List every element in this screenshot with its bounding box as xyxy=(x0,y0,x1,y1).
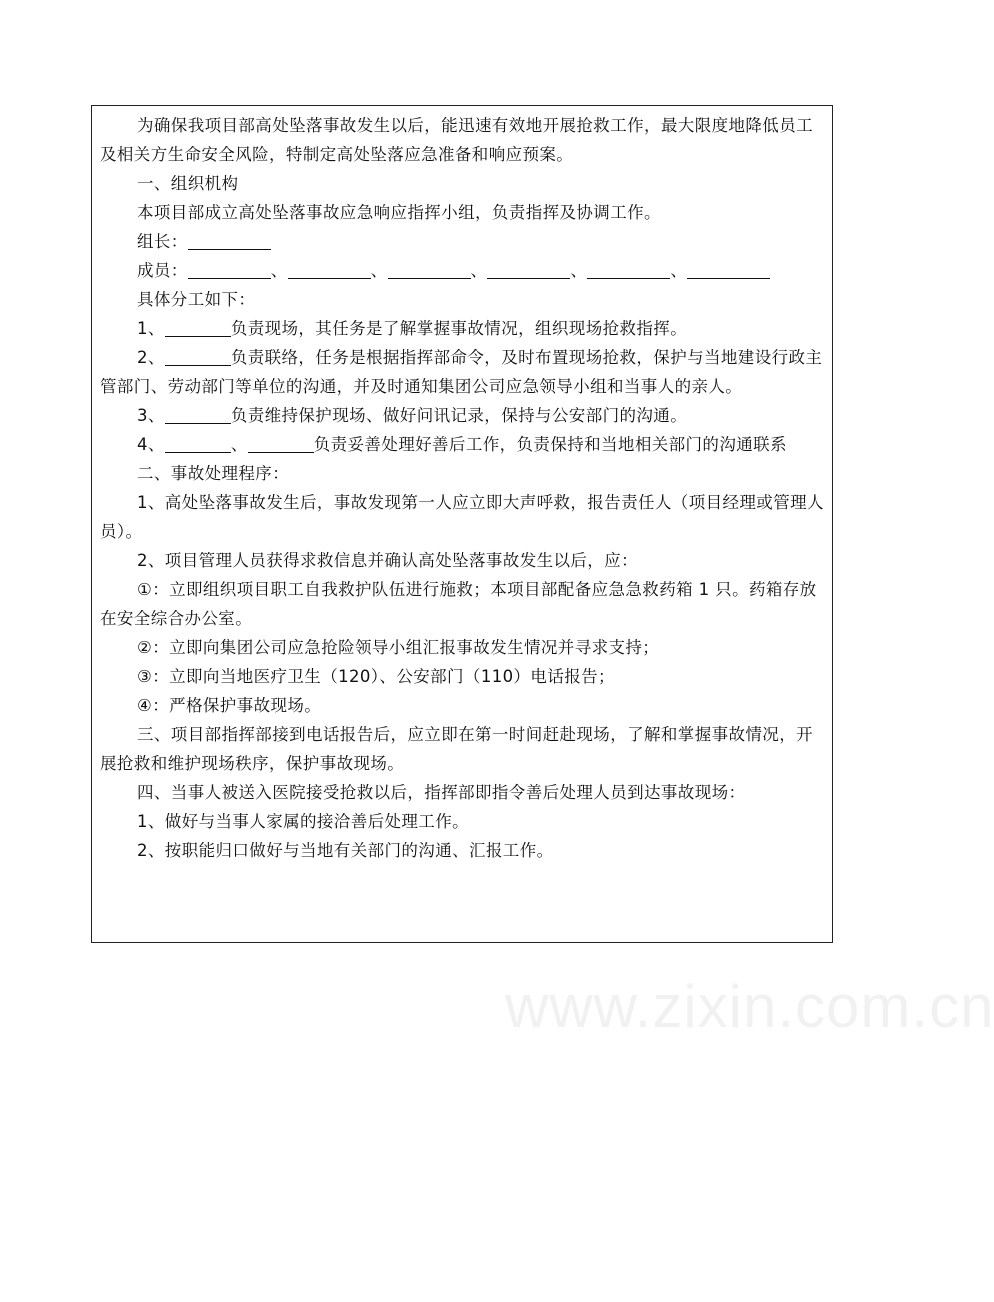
s2-item-1: 1、高处坠落事故发生后，事故发现第一人应立即大声呼救，报告责任人（项目经理或管理人员）。 xyxy=(100,493,824,541)
member-blank[interactable] xyxy=(388,262,471,280)
leader-line xyxy=(100,227,828,256)
duty-text: 负责维持保护现场、做好问讯记录，保持与公安部门的沟通。 xyxy=(230,406,688,425)
section2-title: 二、事故处理程序： xyxy=(137,464,290,483)
s4-item-2: 2、按职能归口做好与当地有关部门的沟通、汇报工作。 xyxy=(137,841,554,860)
members-label: 成员： xyxy=(137,261,188,280)
duty-number: 4、 xyxy=(137,435,165,454)
duty-number: 3、 xyxy=(137,406,165,425)
s2-item-2: 2、项目管理人员获得求救信息并确认高处坠落事故发生以后，应： xyxy=(137,551,638,570)
duty-number: 2、 xyxy=(137,348,165,367)
section3-paragraph: 三、项目部指挥部接到电话报告后，应立即在第一时间赶赴现场，了解和掌握事故情况，开展抢救和维护现场秩序，保护事故现场。 xyxy=(100,725,813,773)
duty-blank[interactable] xyxy=(165,436,231,454)
s2-sub-1: ①：立即组织项目职工自我救护队伍进行施救；本项目部配备应急急救药箱 1 只。药箱存放在安全综合办公室。 xyxy=(100,580,817,628)
duty-number: 1、 xyxy=(137,319,165,338)
section1-title: 一、组织机构 xyxy=(137,174,239,193)
separator: 、 xyxy=(670,261,688,280)
section1-text: 本项目部成立高处坠落事故应急响应指挥小组，负责指挥及协调工作。 xyxy=(137,203,661,222)
members-line xyxy=(100,256,828,285)
s2-sub-4: ④：严格保护事故现场。 xyxy=(137,696,322,715)
duty-text: 负责联络，任务是根据指挥部命令，及时布置现场抢救，保护与当地建设行政主管部门、劳动部门等单位的沟通，并及时通知集团公司应急领导小组和当事人的亲人。 xyxy=(100,348,823,396)
section4-paragraph: 四、当事人被送入医院接受抢救以后，指挥部即指令善后处理人员到达事故现场： xyxy=(137,783,746,802)
s2-sub-2: ②：立即向集团公司应急抢险领导小组汇报事故发生情况并寻求支持； xyxy=(137,638,660,657)
duty-3 xyxy=(100,401,828,430)
separator: 、 xyxy=(270,261,288,280)
duty-text: 负责现场，其任务是了解掌握事故情况，组织现场抢救指挥。 xyxy=(230,319,688,338)
separator: 、 xyxy=(370,261,388,280)
duty-4 xyxy=(100,430,828,459)
separator: 、 xyxy=(470,261,488,280)
leader-blank[interactable] xyxy=(188,233,271,251)
leader-label: 组长： xyxy=(137,232,188,251)
division-title: 具体分工如下： xyxy=(137,290,256,309)
s2-sub-3: ③：立即向当地医疗卫生（120）、公安部门（110）电话报告； xyxy=(137,667,615,686)
document-body xyxy=(100,111,828,865)
member-blank[interactable] xyxy=(188,262,271,280)
s4-item-1: 1、做好与当事人家属的接洽善后处理工作。 xyxy=(137,812,469,831)
duty-blank[interactable] xyxy=(165,320,231,338)
member-blank[interactable] xyxy=(288,262,371,280)
separator: 、 xyxy=(570,261,588,280)
duty-blank[interactable] xyxy=(165,349,231,367)
member-blank[interactable] xyxy=(487,262,570,280)
intro-paragraph: 为确保我项目部高处坠落事故发生以后，能迅速有效地开展抢救工作，最大限度地降低员工及相关方生命安全风险，特制定高处坠落应急准备和响应预案。 xyxy=(100,116,813,164)
member-blank[interactable] xyxy=(687,262,770,280)
separator: 、 xyxy=(230,435,248,454)
duty-blank[interactable] xyxy=(248,436,314,454)
watermark: www.zixin.com.cn xyxy=(505,973,994,1040)
duty-text: 负责妥善处理好善后工作，负责保持和当地相关部门的沟通联系 xyxy=(313,435,787,454)
duty-blank[interactable] xyxy=(165,407,231,425)
duty-2 xyxy=(100,343,828,401)
member-blank[interactable] xyxy=(587,262,670,280)
duty-1 xyxy=(100,314,828,343)
